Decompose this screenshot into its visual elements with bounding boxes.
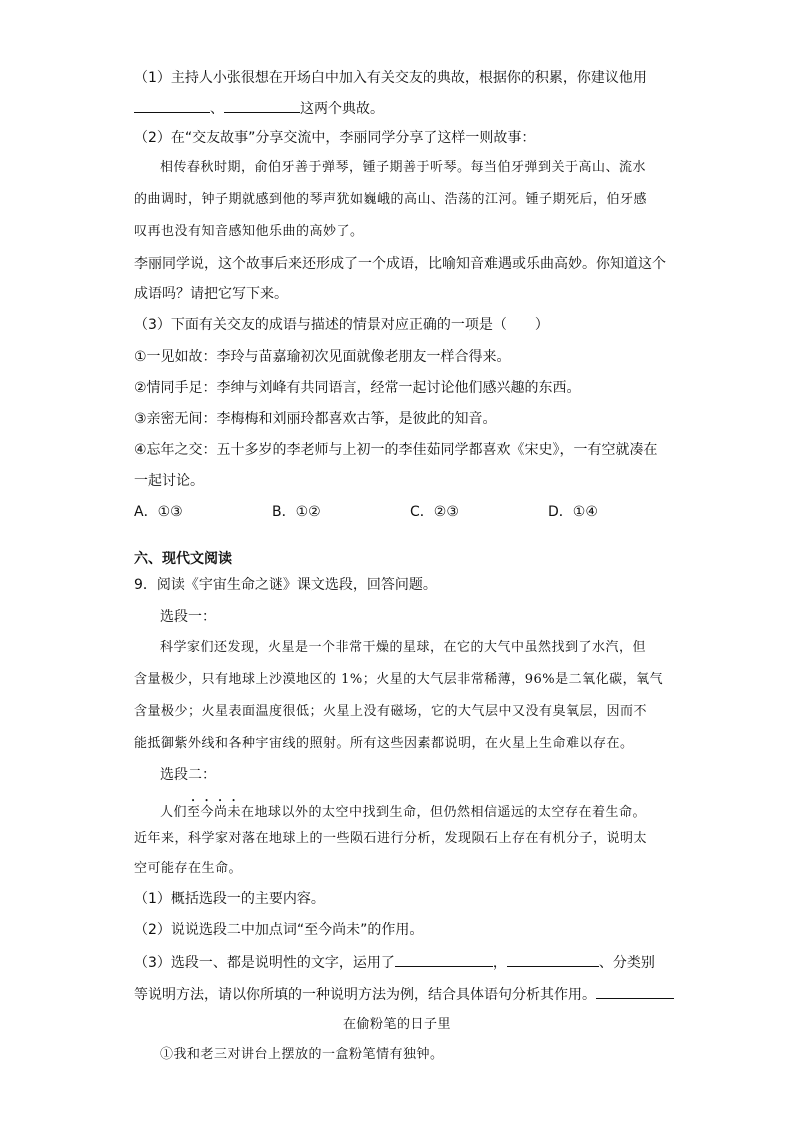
q8-part2-ask-1: 李丽同学说，这个故事后来还形成了一个成语，比喻知音难遇或乐曲高妙。你知道这个: [134, 256, 666, 272]
q9-stem: 9．阅读《宇宙生命之谜》课文选段，回答问题。: [134, 577, 437, 593]
segment2-line-3: 空可能存在生命。: [134, 861, 243, 876]
q8-part1-answer-line: [134, 98, 384, 119]
answer-blank-4[interactable]: [507, 952, 599, 967]
segment1-label: 选段一：: [160, 609, 216, 625]
option-item-1: ①一见如故：李玲与苗嘉瑜初次见面就像老朋友一样合得来。: [134, 349, 511, 365]
q9-part3-line2-text: 等说明方法，请以你所填的一种说明方法为例，结合具体语句分析其作用。: [134, 987, 596, 1003]
option-item-3: ③亲密无间：李梅梅和刘丽玲都喜欢古筝，是彼此的知音。: [134, 411, 497, 427]
story-line-3: 叹再也没有知音感知他乐曲的高妙了。: [134, 224, 364, 239]
segment1-line-2: 含量极少，只有地球上沙漠地区的 1%；火星的大气层非常稀薄，96%是二氧化碳，氧气: [134, 672, 664, 687]
q9-part3-pre: （3）选段一、都是说明性的文字，运用了: [134, 955, 395, 971]
q8-part1-end: 这两个典故。: [300, 101, 384, 117]
essay-title: 在偷粉笔的日子里: [342, 1017, 451, 1032]
answer-blank-3[interactable]: [395, 952, 493, 967]
separator: 、: [210, 101, 224, 117]
option-item-4: ④忘年之交：五十多岁的李老师与上初一的李佳茹同学都喜欢《宋史》，一有空就凑在: [134, 442, 658, 458]
separator: ，: [492, 955, 507, 971]
choice-a[interactable]: A．①③: [134, 504, 183, 520]
segment2-post: 在地球以外的太空中找到生命，但仍然相信遥远的太空存在着生命。: [241, 805, 647, 820]
answer-blank-2[interactable]: [224, 98, 300, 113]
segment2-line-1: [160, 797, 646, 823]
choice-c[interactable]: C．②③: [410, 504, 459, 520]
segment1-line-3: 含量极少；火星表面温度很低；火星上没有磁场，它的大气层中又没有臭氧层，因而不: [134, 704, 648, 719]
q8-part2-text: （2）在“交友故事”分享交流中，李丽同学分享了这样一则故事：: [134, 130, 536, 146]
segment1-line-1: 科学家们还发现，火星是一个非常干燥的星球，在它的大气中虽然找到了水汽，但: [160, 640, 647, 655]
dotted-word: 至今尚未: [187, 805, 242, 820]
answer-blank-1[interactable]: [134, 98, 210, 113]
q9-part3-line2: [134, 984, 674, 1005]
story-line-2: 的曲调时，钟子期就感到他的琴声犹如巍峨的高山、浩荡的江河。锺子期死后，伯牙感: [134, 192, 648, 207]
option-item-2: ②情同手足：李绅与刘峰有共同语言，经常一起讨论他们感兴趣的东西。: [134, 380, 581, 396]
q8-part1-text: （1）主持人小张很想在开场白中加入有关交友的典故，根据你的积累，你建议他用: [134, 70, 647, 86]
segment2-label: 选段二：: [160, 767, 216, 783]
essay-paragraph-1: ①我和老三对讲台上摆放的一盒粉笔情有独钟。: [160, 1047, 444, 1062]
choice-b[interactable]: B．①②: [272, 504, 321, 520]
q9-part3: [134, 952, 655, 973]
segment1-line-4: 能抵御紫外线和各种宇宙线的照射。所有这些因素都说明，在火星上生命难以存在。: [134, 736, 634, 751]
story-line-1: 相传春秋时期，俞伯牙善于弹琴，锺子期善于听琴。每当伯牙弹到关于高山、流水: [160, 160, 647, 175]
option-item-4-cont: 一起讨论。: [134, 473, 204, 489]
segment2-line-2: 近年来，科学家对落在地球上的一些陨石进行分析，发现陨石上存在有机分子，说明太: [134, 831, 648, 846]
q8-part3-text: （3）下面有关交友的成语与描述的情景对应正确的一项是（ ）: [134, 317, 549, 333]
q9-part2: （2）说说选段二中加点词“至今尚未”的作用。: [134, 922, 424, 938]
q9-part3-post: 、分类别: [598, 955, 655, 971]
segment2-pre: 人们: [160, 805, 188, 820]
choice-d[interactable]: D．①④: [548, 504, 598, 520]
section-title: 六、现代文阅读: [134, 551, 232, 567]
answer-blank-5[interactable]: [596, 984, 674, 999]
q9-part1: （1）概括选段一的主要内容。: [134, 891, 325, 907]
q8-part2-ask-2: 成语吗？请把它写下来。: [134, 286, 288, 302]
